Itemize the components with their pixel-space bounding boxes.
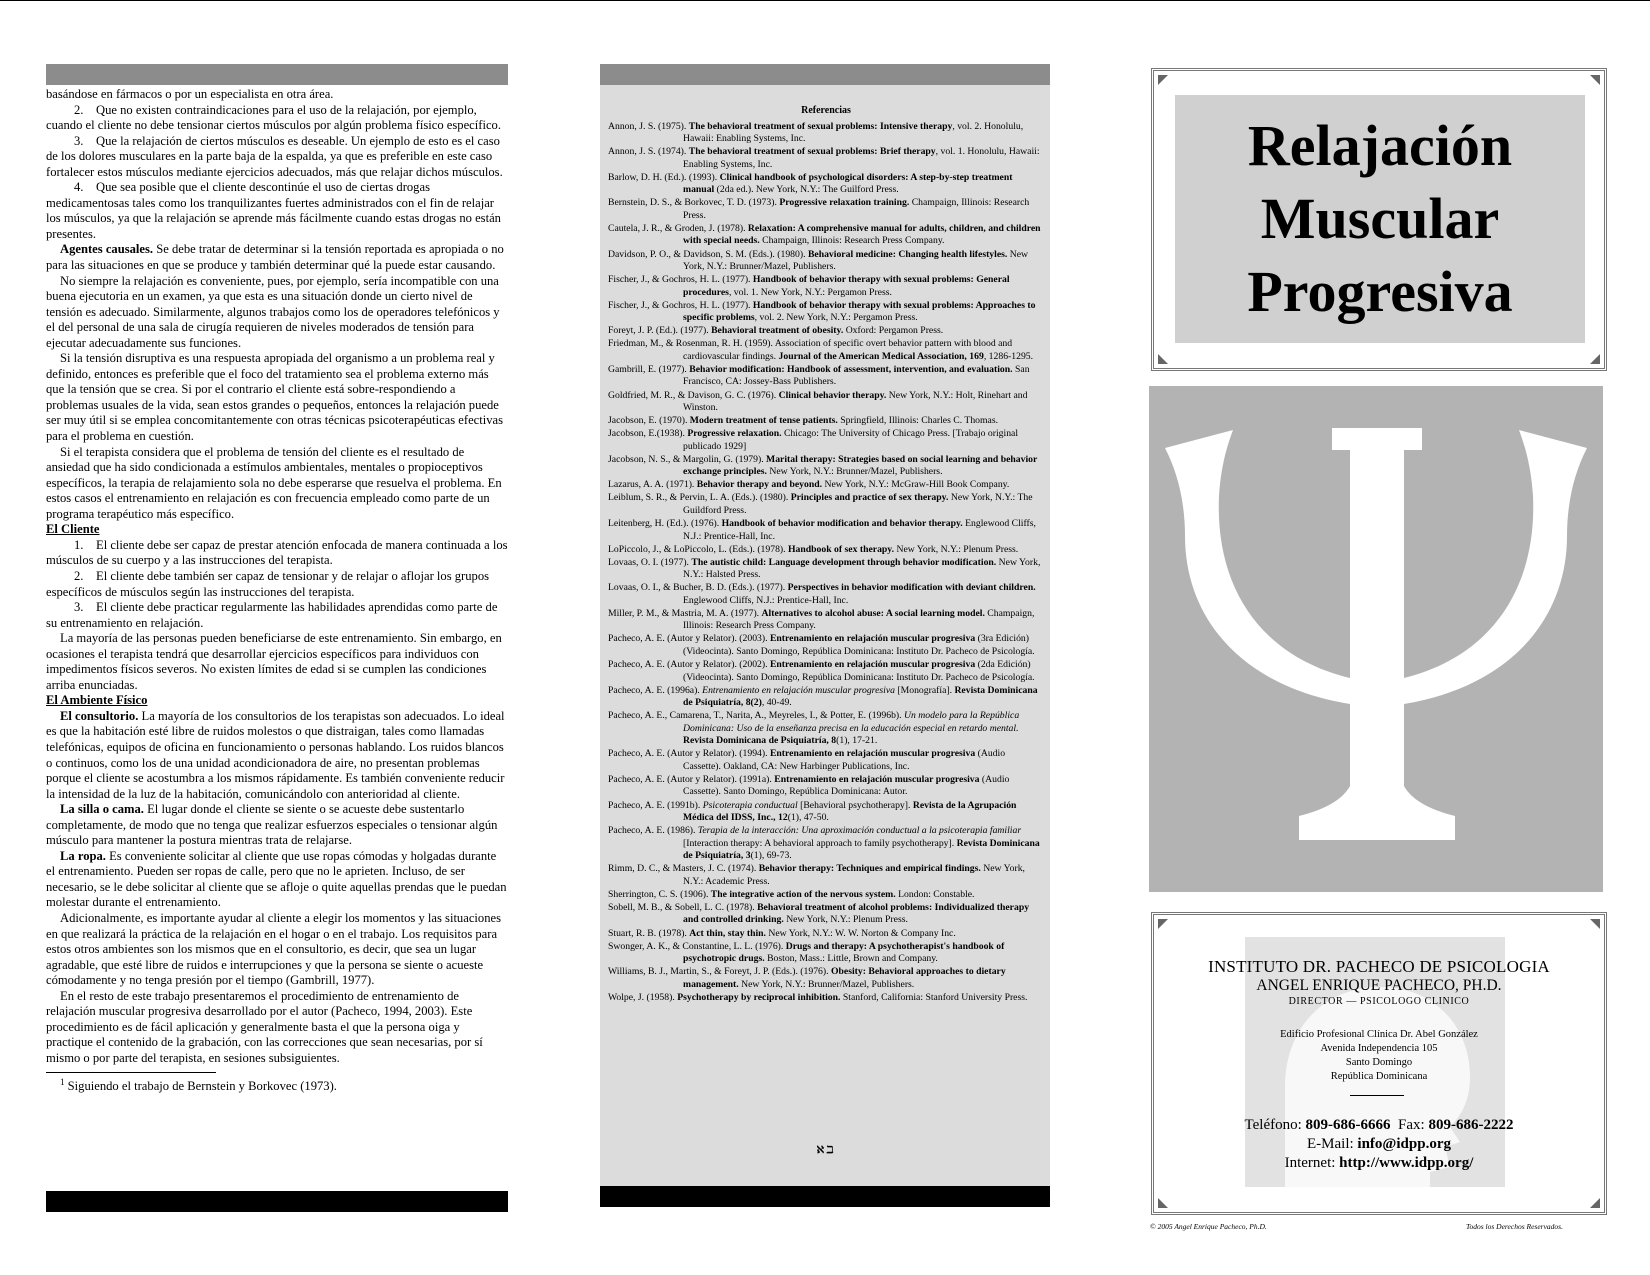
references-list: [608, 105, 1044, 1005]
reference-entry: Pacheco, A. E., Camarena, T., Narita, A., Meyreles, I., & Potter, E. (1996b). Un modelo para la República Dominicana: Uso de la enseñanza precisa en la educación especial en retardo mental. Revista Dominicana de Psiquiatría, 8(1), 17-21.: [608, 710, 1020, 747]
reference-entry: Gambrill, E. (1977). Behavior modification: Handbook of assessment, intervention, and evaluation. San Francisco, CA: Jossey-Bass Publishers.: [608, 363, 1030, 388]
paragraph: El consultorio. La mayoría de los consultorios de los terapistas son adecuados. Lo ideal es que la habitación esté libre de ruidos molestos o que distraigan, tales como llamadas telefónicas, equipos de oficina en funcionamiento o personas hablando. Los ruidos blancos o continuos, como los de una unidad acondicionadora de aire, no presentan problemas porque el cliente se acostumbra a los mismos rápidamente. Es también conveniente reducir la intensidad de la luz de la habitación, comunicándolo con anterioridad al cliente.: [46, 708, 505, 801]
numbered-item: [46, 134, 508, 181]
reference-entry: Stuart, R. B. (1978). Act thin, stay thin. New York, N.Y.: W. W. Norton & Company Inc.: [608, 927, 956, 939]
reference-entry: Swonger, A. K., & Constantine, L. L. (1976). Drugs and therapy: A psychotherapist's handbook of psychotropic drugs. Boston, Mass.: Little, Brown and Company.: [608, 940, 1005, 965]
item-number: 3.: [74, 600, 84, 615]
reference-entry: Pacheco, A. E. (Autor y Relator). (1991a). Entrenamiento en relajación muscular progresiva (Audio Cassette). Santo Domingo, República Dominicana: Autor.: [608, 773, 1010, 798]
left-header-bar: [46, 64, 508, 85]
paragraph: Si la tensión disruptiva es una respuesta apropiada del organismo a un problema real y definido, entonces es preferible que el foco del tratamiento sea el problema externo más que la tensión que se crea. Si por el contrario el cliente está sobre-respondiendo a problemas usuales de la vida, sean estos grandes o pequeños, entonces la relajación puede ser muy útil si se emplea concomitantemente con otras técnicas psicoterapéuticas efectivas para el problema en cuestión.: [46, 351, 504, 444]
phone-line: [1154, 1116, 1604, 1135]
fax-number: 809-686-2222: [1428, 1117, 1514, 1133]
web-line: [1154, 1154, 1604, 1173]
footnote-rule: [46, 1072, 216, 1073]
reference-entry: Lovaas, O. I. (1977). The autistic child: Language development through behavior modification. New York, N.Y.: Halsted Press.: [608, 556, 1041, 581]
item-text: El cliente debe también ser capaz de tensionar y de relajar o aflojar los grupos específicos de músculos según las instrucciones del terapista.: [46, 568, 490, 599]
footnote-mark: 1: [60, 1077, 65, 1088]
item-text: El cliente debe practicar regularmente las habilidades aprendidas como parte de su entrenamiento en relajación.: [46, 600, 498, 630]
reference-entry: Bernstein, D. S., & Borkovec, T. D. (1973). Progressive relaxation training. Champaign, Illinois: Research Press.: [608, 197, 1030, 221]
phone-label: Teléfono:: [1244, 1117, 1306, 1133]
footnote-text: Siguiendo el trabajo de Bernstein y Borkovec (1973).: [64, 1079, 337, 1094]
references-footer-bar: [600, 1186, 1050, 1207]
reference-entry: Annon, J. S. (1975). The behavioral treatment of sexual problems: Intensive therapy, vol. 2. Honolulu, Hawaii: Enabling Systems, Inc.: [608, 120, 1024, 145]
left-footer-bar: [46, 1191, 508, 1212]
references-heading: Referencias: [801, 105, 851, 116]
reference-entry: Cautela, J. R., & Groden, J. (1978). Relaxation: A comprehensive manual for adults, children, and children with special needs. Champaign, Illinois: Research Press Company.: [608, 222, 1041, 247]
phone-number: 809-686-6666: [1305, 1117, 1391, 1133]
end-mark: ℵ ℶ: [816, 1145, 834, 1156]
reference-entry: Pacheco, A. E. (Autor y Relator). (2003). Entrenamiento en relajación muscular progresiva (3ra Edición) (Videocinta). Santo Domingo, República Dominicana: Instituto Dr. Pacheco de Psicología.: [608, 633, 1035, 657]
reference-entry: Lazarus, A. A. (1971). Behavior therapy and beyond. New York, N.Y.: McGraw-Hill Book Company.: [608, 479, 1010, 491]
address: [1154, 1028, 1604, 1084]
reference-entry: Jacobson, E. (1970). Modern treatment of tense patients. Springfield, Illinois: Charles C. Thomas.: [608, 415, 999, 427]
title-box: [1175, 95, 1585, 343]
reference-entry: Annon, J. S. (1974). The behavioral treatment of sexual problems: Brief therapy, vol. 1. Honolulu, Hawaii: Enabling Systems, Inc.: [608, 146, 1040, 170]
left-text-column: [46, 64, 508, 1095]
reference-entry: Miller, P. M., & Mastria, M. A. (1977). Alternatives to alcohol abuse: A social learning model. Champaign, Illinois: Research Press Company.: [608, 607, 1035, 632]
address-line: Edificio Profesional Clínica Dr. Abel González: [1280, 1029, 1478, 1040]
reference-entry: Williams, B. J., Martin, S., & Foreyt, J. P. (Eds.). (1976). Obesity: Behavioral approaches to dietary management. New York, N.Y.: Brunner/Mazel, Publishers.: [608, 966, 1006, 990]
paragraph: La silla o cama. El lugar donde el cliente se siente o se acueste debe sustentarlo completamente, de modo que no tenga que realizar esfuerzos especiales o tensionar algún músculo para mantener la postura mientras trata de relajarse.: [46, 802, 498, 848]
title-line-1: Relajación: [1247, 113, 1513, 178]
reference-entry: Rimm, D. C., & Masters, J. C. (1974). Behavior therapy: Techniques and empirical findings. New York, N.Y.: Academic Press.: [608, 863, 1025, 887]
address-line: República Dominicana: [1330, 1071, 1428, 1082]
reference-entry: Goldfried, M. R., & Davison, G. C. (1976). Clinical behavior therapy. New York, N.Y.: Holt, Rinehart and Winston.: [608, 389, 1028, 414]
references-panel: [600, 64, 1050, 1207]
divider: [1350, 1095, 1404, 1096]
reference-entry: Fischer, J., & Gochros, H. L. (1977). Handbook of behavior therapy with sexual problems: General procedures, vol. 1. New York, N.Y.: Pergamon Press.: [608, 274, 1010, 298]
reference-entry: Pacheco, A. E. (1996a). Entrenamiento en relajación muscular progresiva [Monografía]. Revista Dominicana de Psiquiatría, 8(2), 40-49.: [608, 684, 1038, 709]
title-line-2: Muscular: [1260, 186, 1500, 251]
title-frame: [1151, 68, 1607, 371]
reference-entry: Leiblum, S. R., & Pervin, L. A. (Eds.). (1980). Principles and practice of sex therapy. New York, N.Y.: The Guildford Press.: [608, 492, 1033, 516]
item-number: 1.: [74, 537, 84, 552]
corner-ornament: [1158, 919, 1168, 929]
title-line-3: Progresiva: [1247, 259, 1513, 324]
reference-entry: Leitenberg, H. (Ed.). (1976). Handbook of behavior modification and behavior therapy. Englewood Cliffs, N.J.: Prentice-Hall, Inc.: [608, 518, 1036, 542]
paragraph: Si el terapista considera que el problema de tensión del cliente es el resultado de ansiedad que ha sido condicionada a estímulos ambientales, mentales o propioceptivos específicos, la terapia de relajamiento sola no debe esperarse que resuelva el problema. En estos casos el entrenamiento en relajación es con frecuencia empleado como parte de un programa terapéutico más específico.: [46, 444, 502, 521]
corner-ornament: [1590, 1198, 1600, 1208]
reference-entry: Friedman, M., & Rosenman, R. H. (1959). Association of specific overt behavior pattern with blood and cardiovascular findings. Journal of the American Medical Association, 169, 1286-1295.: [608, 338, 1034, 362]
fax-label: Fax:: [1390, 1117, 1429, 1133]
paragraph: Adicionalmente, es importante ayudar al cliente a elegir los momentos y las situaciones en que realizará la práctica de la relajación en el hogar o en el trabajo. Los requisitos para estos otros ambientes son los mismos que en el consultorio, es decir, que sea un lugar agradable, que esté libre de ruidos e interrupciones y que la persona se siente o acueste cómodamente y no tenga presión por el tiempo (Gambrill, 1977).: [46, 910, 501, 988]
reference-entry: Barlow, D. H. (Ed.). (1993). Clinical handbook of psychological disorders: A step-by-step treatment manual (2da ed.). New York, N.Y.: The Guilford Press.: [608, 171, 1013, 196]
footnote: [60, 1075, 508, 1094]
psi-icon: [1149, 386, 1603, 892]
corner-ornament: [1590, 354, 1600, 364]
rights-notice: Todos los Derechos Reservados.: [1466, 1222, 1563, 1231]
contact-details: [1154, 1116, 1604, 1173]
institute-name: INSTITUTO DR. PACHECO DE PSICOLOGIA: [1208, 957, 1550, 976]
corner-ornament: [1590, 919, 1600, 929]
cover-title: [1175, 109, 1585, 328]
reference-entry: Jacobson, N. S., & Margolin, G. (1979). Marital therapy: Strategies based on social learning and behavior exchange principles. New York, N.Y.: Brunner/Mazel, Publishers.: [608, 453, 1038, 478]
corner-ornament: [1158, 75, 1168, 85]
item-text: Que sea posible que el cliente descontinúe el uso de ciertas drogas medicamentosas tales como los tranquilizantes fuertes administrados con el fin de relajar los músculos, ya que la relajación se aprende más fácilmente cuando estas drogas no están presentes.: [46, 180, 501, 241]
psi-emblem-panel: [1149, 386, 1603, 892]
paragraph: La ropa. Es conveniente solicitar al cliente que use ropas cómodas y holgadas durante el entrenamiento. Pueden ser ropas de calle, pero que no le aprieten. Incluso, de ser necesario, se le debe solicitar al cliente que se afloje o quite aquellas prendas que le puedan molestar durante el entrenamiento.: [46, 848, 507, 910]
reference-entry: LoPiccolo, J., & LoPiccolo, L. (Eds.). (1978). Handbook of sex therapy. New York, N.Y.: Plenum Press.: [608, 543, 1019, 555]
corner-ornament: [1590, 75, 1600, 85]
email-line: [1154, 1135, 1604, 1154]
paragraph: En el resto de este trabajo presentaremos el procedimiento de entrenamiento de relajación muscular progresiva desarrollado por el autor (Pacheco, 1994, 2003). Este procedimiento es de fácil aplicación y generalmente basta el que la persona oiga y practique el contenido de la grabación, con las correcciones que sean necesarias, por sí mismo o por parte del terapista, en sesiones subsiguientes.: [46, 988, 483, 1065]
item-number: 2.: [74, 102, 84, 117]
web-label: Internet:: [1284, 1155, 1340, 1171]
numbered-item: [46, 538, 508, 569]
item-number: 3.: [74, 133, 84, 148]
section-heading: El Cliente: [46, 522, 100, 537]
director-name: ANGEL ENRIQUE PACHECO, PH.D.: [1256, 977, 1502, 994]
item-text: Que la relajación de ciertos músculos es deseable. Un ejemplo de esto es el caso de los dolores musculares en la parte baja de la espalda, ya que es preferible en este caso fortalecer estos músculos mediante ejercicios adecuados, más que relajar dichos músculos.: [46, 133, 503, 179]
reference-entry: Jacobson, E.(1938). Progressive relaxation. Chicago: The University of Chicago Press. [Trabajo original publicado 1929]: [608, 428, 1019, 452]
item-number: 4.: [74, 180, 84, 195]
top-border-line: [0, 0, 1650, 1]
reference-entry: Wolpe, J. (1958). Psychotherapy by reciprocal inhibition. Stanford, California: Stanford University Press.: [608, 991, 1028, 1003]
run-in-heading: Agentes causales.: [60, 242, 154, 257]
corner-ornament: [1158, 354, 1168, 364]
contact-frame: [1151, 912, 1607, 1215]
reference-entry: Foreyt, J. P. (Ed.). (1977). Behavioral treatment of obesity. Oxford: Pergamon Press.: [608, 325, 944, 337]
item-text: El cliente debe ser capaz de prestar atención enfocada de manera continuada a los músculos de su cuerpo y a las instrucciones del terapista.: [46, 537, 508, 568]
numbered-item: [46, 569, 508, 600]
copyright-notice: © 2005 Angel Enrique Pacheco, Ph.D.: [1150, 1222, 1267, 1231]
numbered-item: [46, 600, 508, 631]
address-line: Avenida Independencia 105: [1320, 1043, 1438, 1054]
reference-entry: Sherrington, C. S. (1906). The integrative action of the nervous system. London: Constable.: [608, 888, 975, 900]
reference-entry: Lovaas, O. I., & Bucher, B. D. (Eds.). (1977). Perspectives in behavior modification with deviant children. Englewood Cliffs, N.J.: Prentice-Hall, Inc.: [608, 582, 1036, 606]
reference-entry: Pacheco, A. E. (1986). Terapia de la interacción: Una aproximación conductual a la psicoterapia familiar [Interaction therapy: A behavioral approach to family psychotherapy]. Revista Dominicana de Psiquiatría, 3(1), 69-73.: [608, 825, 1040, 862]
corner-ornament: [1158, 1198, 1168, 1208]
paragraph: basándose en fármacos o por un especialista en otra área.: [46, 87, 334, 101]
reference-entry: Sobell, M. B., & Sobell, L. C. (1978). Behavioral treatment of alcohol problems: Individualized therapy and controlled drinking. New York, N.Y.: Plenum Press.: [608, 901, 1030, 926]
reference-entry: Davidson, P. O., & Davidson, S. M. (Eds.). (1980). Behavioral medicine: Changing health lifestyles. New York, N.Y.: Brunner/Mazel, Publishers.: [608, 248, 1029, 273]
references-header-bar: [600, 64, 1050, 85]
item-number: 2.: [74, 568, 84, 583]
email-label: E-Mail:: [1307, 1136, 1358, 1152]
director-role: DIRECTOR — PSICOLOGO CLINICO: [1288, 996, 1470, 1007]
left-body-text: [46, 87, 508, 1066]
reference-entry: Pacheco, A. E. (1991b). Psicoterapia conductual [Behavioral psychotherapy]. Revista de la Agrupación Médica del IDSS, Inc., 12(1), 47-50.: [608, 799, 1017, 824]
run-in-heading: La silla o cama.: [60, 802, 144, 817]
numbered-item: [46, 103, 508, 134]
reference-entry: Pacheco, A. E. (Autor y Relator). (1994). Entrenamiento en relajación muscular progresiva (Audio Cassette). Oakland, CA: New Harbinger Publications, Inc.: [608, 748, 1006, 772]
run-in-heading: El consultorio.: [60, 708, 139, 723]
paragraph: No siempre la relajación es conveniente, pues, por ejemplo, sería incompatible con una buena ejecutoria en un examen, ya que esta es una situación donde un cierto nivel de tensión es adecuado. Similarmente, algunos trabajos como los de operadores telefónicos y el del personal de una sala de cirugía requieren de niveles moderados de tensión para ejecutar adecuadamente sus funciones.: [46, 273, 500, 350]
section-heading: El Ambiente Físico: [46, 693, 148, 708]
run-in-heading: La ropa.: [60, 848, 106, 863]
reference-entry: Pacheco, A. E. (Autor y Relator). (2002). Entrenamiento en relajación muscular progresiva (2da Edición) (Videocinta). Santo Domingo, República Dominicana: Instituto Dr. Pacheco de Psicología.: [608, 659, 1035, 683]
paragraph: Agentes causales. Se debe tratar de determinar si la tensión reportada es apropiada o no para las situaciones en que se produce y también determinar qué la puede estar causando.: [46, 242, 504, 273]
address-line: Santo Domingo: [1345, 1057, 1413, 1068]
numbered-item: [46, 180, 508, 242]
reference-entry: Fischer, J., & Gochros, H. L. (1977). Handbook of behavior therapy with sexual problems: Approaches to specific problems, vol. 2. New York, N.Y.: Pergamon Press.: [608, 299, 1036, 324]
paragraph: La mayoría de las personas pueden beneficiarse de este entrenamiento. Sin embargo, en ocasiones el terapista tendrá que desarrollar ejercicios específicos para individuos con impedimentos físicos severos. No existen límites de edad si se cumplen las condiciones arriba enunciadas.: [46, 631, 502, 692]
email-link[interactable]: info@idpp.org: [1357, 1136, 1451, 1152]
item-text: Que no existen contraindicaciones para el uso de la relajación, por ejemplo, cuando el cliente no debe tensionar ciertos músculos por algún problema físico específico.: [46, 102, 501, 133]
website-link[interactable]: http://www.idpp.org/: [1339, 1155, 1474, 1171]
